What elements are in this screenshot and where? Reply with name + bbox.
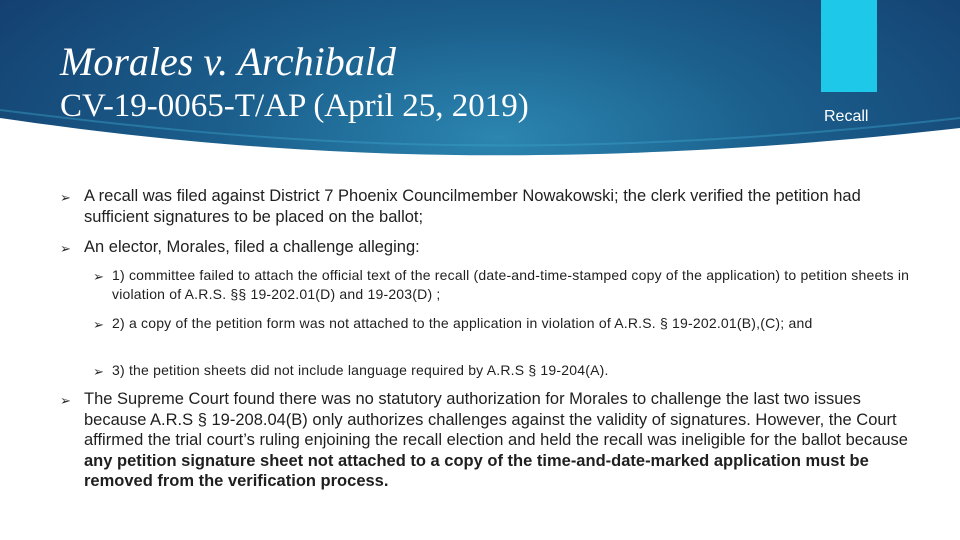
topic-tag: Recall [824,108,869,125]
ruling-text: The Supreme Court found there was no statutory authorization for Morales to challenge the last two issues because A.R.S § 19-208.04(B) only authorizes challenges against the validity of signatures. However, the Court affirmed the trial court’s ruling enjoining the recall election and held the recall was ineligible for the ballot because [84,390,908,449]
bullet-item [60,186,920,227]
sub-bullet-item [93,266,913,304]
arrow-bullet-icon: ➢ [93,364,105,379]
arrow-bullet-icon: ➢ [93,317,105,332]
slide-header [0,0,960,172]
arrow-bullet-icon: ➢ [60,190,71,205]
bullet-text [84,389,920,492]
sub-bullet-item [93,314,853,333]
accent-bar [821,0,877,92]
arrow-bullet-icon: ➢ [60,393,71,408]
wave-decoration [0,0,960,172]
sub-bullet-text: 1) committee failed to attach the official text of the recall (date-and-time-stamped copy of the application) to petition sheets in violation of A.R.S. §§ 19-202.01(D) and 19-203(D) ; [112,267,910,302]
bullet-item [60,237,920,258]
sub-bullet-text: 2) a copy of the petition form was not attached to the application in violation of A.R.S. § 19-202.01(B),(C); and [112,315,813,331]
arrow-bullet-icon: ➢ [60,241,71,256]
arrow-bullet-icon: ➢ [93,269,105,284]
ruling-holding: any petition signature sheet not attached to a copy of the time-and-date-marked application must be removed from the verification process. [84,451,869,490]
slide-title: Morales v. Archibald [60,39,396,84]
bullet-text: An elector, Morales, filed a challenge alleging: [84,238,420,256]
sub-bullet-text: 3) the petition sheets did not include language required by A.R.S § 19-204(A). [112,362,609,378]
sub-bullet-item [93,361,913,380]
bullet-text: A recall was filed against District 7 Phoenix Councilmember Nowakowski; the clerk verified the petition had sufficient signatures to be placed on the ballot; [84,187,861,226]
bullet-item [60,389,920,492]
case-number: CV-19-0065-T/AP (April 25, 2019) [60,88,529,124]
